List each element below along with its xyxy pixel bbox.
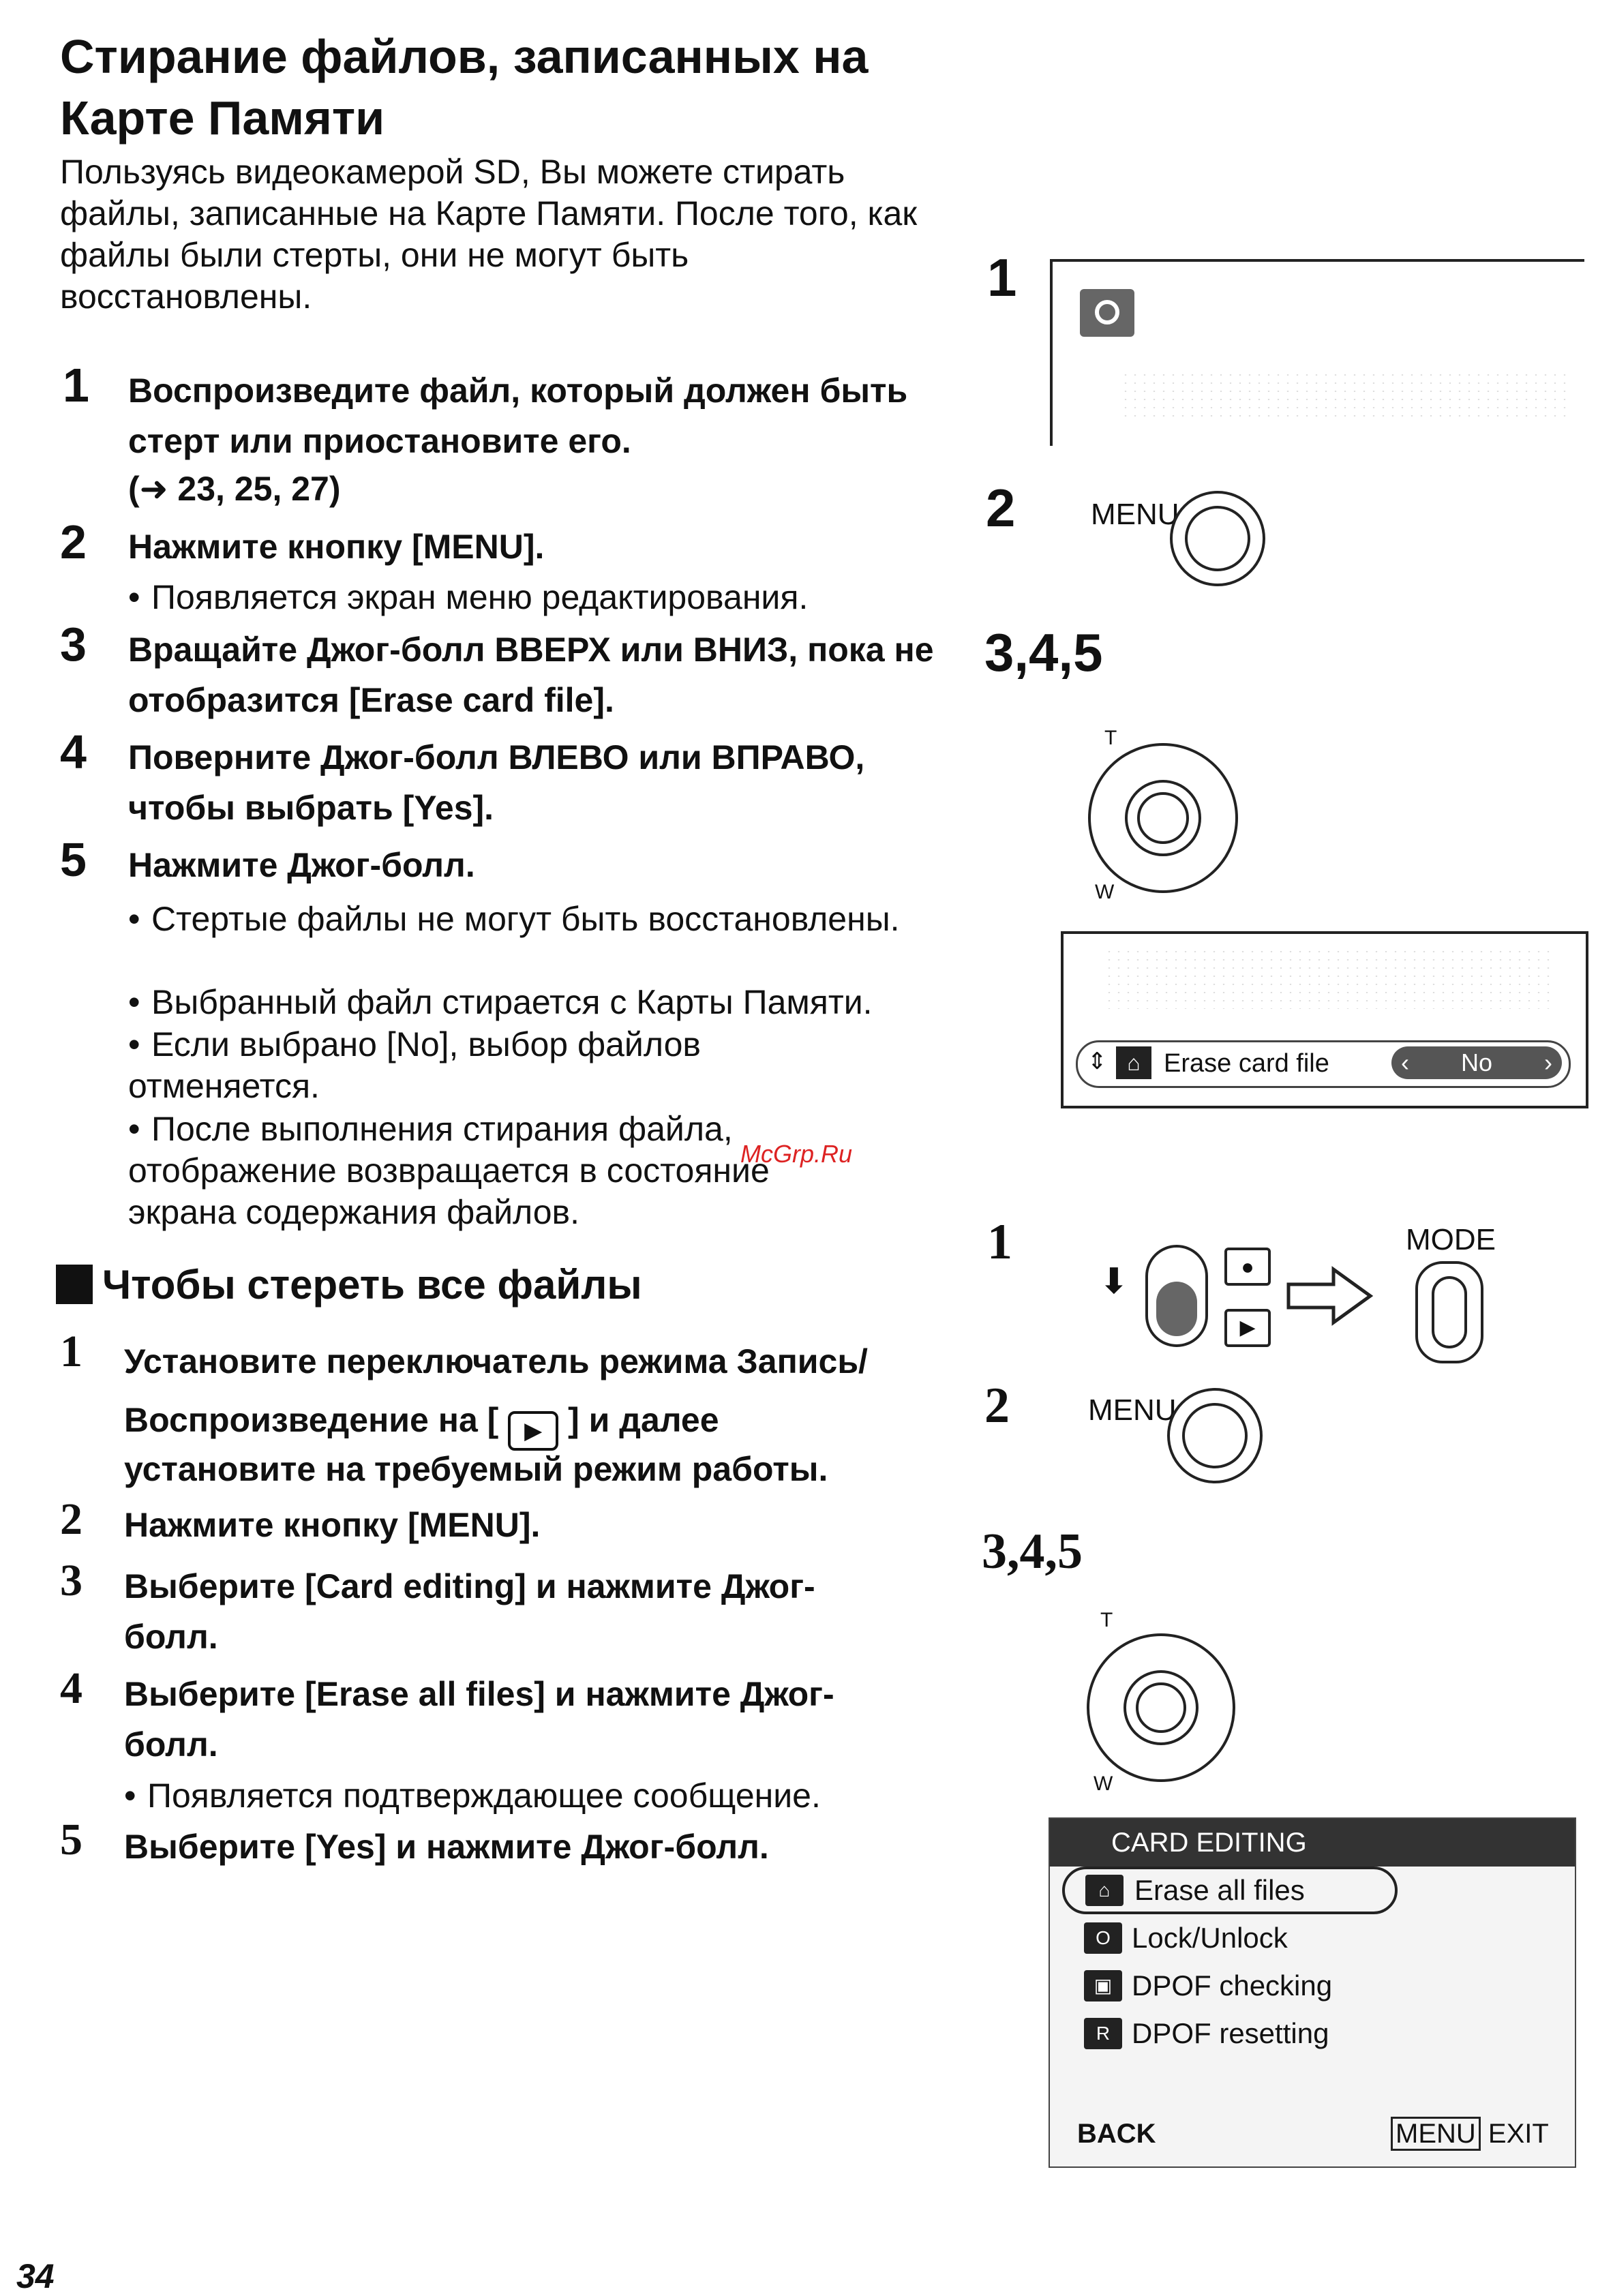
step-number: 4	[60, 725, 87, 779]
page-title: Стирание файлов, записанных на Карте Памяти	[60, 30, 869, 145]
figure-label: 3,4,5	[984, 622, 1103, 682]
erase-screen	[1061, 931, 1588, 1108]
screen-noise	[1104, 948, 1554, 1009]
step-number: 5	[60, 833, 87, 886]
erase-card-file-label: Erase card file	[1164, 1049, 1329, 1078]
menu-item-lock-unlock[interactable]: O Lock/Unlock	[1050, 1914, 1575, 1962]
step-number: 2	[60, 515, 87, 569]
menu-button-label: MENU	[1091, 498, 1179, 531]
arrow-right-icon	[1286, 1265, 1374, 1327]
playback-screen	[1050, 259, 1584, 446]
jog-ball[interactable]	[1087, 1633, 1235, 1782]
page-number: 34	[16, 2257, 55, 2295]
zoom-t-label: T	[1100, 1609, 1113, 1631]
intro-paragraph: Пользуясь видеокамерой SD, Вы можете стирать файлы, записанные на Карте Памяти. После того, как файлы были стерты, они не могут быть восстановлены.	[60, 153, 918, 316]
step-text: Нажмите Джог-болл.	[128, 846, 475, 884]
down-arrow-icon: ⬇	[1099, 1262, 1129, 1301]
menu-item-erase-all[interactable]: ⌂ Erase all files	[1062, 1867, 1398, 1914]
card-editing-header: CARD EDITING	[1050, 1819, 1575, 1867]
menu-button[interactable]	[1167, 1388, 1263, 1483]
watermark: McGrp.Ru	[740, 1140, 853, 1168]
screen-noise	[1121, 371, 1571, 419]
menu-exit-button[interactable]	[1391, 2119, 1549, 2149]
step-number: 1	[60, 1327, 82, 1376]
figure-label: 3,4,5	[982, 1524, 1083, 1580]
menu-button-label: MENU	[1088, 1393, 1177, 1427]
step-ref: (➜ 23, 25, 27)	[128, 470, 341, 508]
camera-icon	[1080, 289, 1134, 337]
step-number: 5	[60, 1815, 82, 1864]
back-button[interactable]: BACK	[1077, 2119, 1156, 2149]
figure-label: 2	[986, 478, 1016, 538]
step-number: 4	[60, 1663, 82, 1713]
exit-label: EXIT	[1488, 2119, 1549, 2149]
card-editing-menu	[1049, 1817, 1576, 2168]
figure-label: 1	[987, 1214, 1012, 1270]
menu-item-dpof-resetting[interactable]: R DPOF resetting	[1050, 2010, 1575, 2057]
menu-key: MENU	[1391, 2117, 1481, 2151]
step-number: 3	[60, 1556, 82, 1605]
trash-icon: ⌂	[1116, 1046, 1151, 1079]
step-text: Воспроизведите файл, который должен быть стерт или приостановите его.	[128, 372, 908, 460]
zoom-w-label: W	[1094, 1772, 1113, 1795]
step-text: Поверните Джог-болл ВЛЕВО или ВПРАВО, чтобы выбрать [Yes].	[128, 738, 865, 827]
step-text: установите на требуемый режим работы.	[124, 1450, 828, 1488]
step-bullet: • Появляется подтверждающее сообщение.	[124, 1777, 821, 1815]
step-bullet: • После выполнения стирания файла, отображение возвращается в состояние экрана содержания файлов.	[128, 1110, 770, 1231]
erase-row[interactable]	[1076, 1040, 1571, 1088]
right-arrow-icon: ›	[1544, 1048, 1552, 1076]
section-heading: Чтобы стереть все файлы	[56, 1261, 642, 1309]
step-bullet: • Если выбрано [No], выбор файлов отменяется.	[128, 1025, 701, 1105]
dpof-reset-icon: R	[1084, 2018, 1122, 2049]
figure-label: 1	[987, 247, 1017, 307]
step-text: Вращайте Джог-болл ВВЕРХ или ВНИЗ, пока не отобразится [Erase card file].	[128, 631, 934, 719]
step-bullet: • Стертые файлы не могут быть восстановлены.	[128, 900, 900, 938]
step-bullet: • Появляется экран меню редактирования.	[128, 578, 809, 616]
step-text: Воспроизведение на [ ▶ ] и далее	[124, 1395, 969, 1451]
jog-ball[interactable]	[1088, 743, 1238, 893]
mode-button[interactable]	[1415, 1261, 1483, 1363]
step-number: 1	[63, 359, 89, 412]
left-arrow-icon: ‹	[1401, 1048, 1409, 1076]
step-number: 2	[60, 1494, 82, 1544]
key-icon: O	[1084, 1922, 1122, 1954]
step-text: Нажмите кнопку [MENU].	[128, 528, 545, 566]
yes-no-selector[interactable]	[1391, 1046, 1562, 1079]
step-text: Нажмите кнопку [MENU].	[124, 1506, 541, 1544]
no-option: No	[1460, 1048, 1493, 1076]
figure-label: 2	[984, 1378, 1010, 1434]
play-icon: ▶	[508, 1411, 558, 1451]
play-icon: ▶	[1224, 1309, 1271, 1347]
zoom-w-label: W	[1095, 881, 1115, 903]
updown-icon: ⇕	[1087, 1048, 1107, 1074]
step-text: Установите переключатель режима Запись/	[124, 1342, 868, 1380]
step-bullet: • Выбранный файл стирается с Карты Памяти.	[128, 983, 873, 1021]
section-marker	[56, 1265, 93, 1304]
record-icon: ●	[1224, 1248, 1271, 1286]
step-number: 3	[60, 618, 87, 671]
step-text: Выберите [Yes] и нажмите Джог-болл.	[124, 1828, 769, 1866]
dpof-icon: ▣	[1084, 1970, 1122, 2002]
mode-switch[interactable]	[1145, 1245, 1208, 1347]
mode-label: MODE	[1406, 1223, 1496, 1256]
step-text: Выберите [Card editing] и нажмите Джог-болл.	[124, 1567, 815, 1656]
menu-item-dpof-checking[interactable]: ▣ DPOF checking	[1050, 1962, 1575, 2010]
step-text: Выберите [Erase all files] и нажмите Джог-болл.	[124, 1675, 834, 1764]
trash-icon: ⌂	[1085, 1875, 1124, 1906]
menu-button[interactable]	[1170, 491, 1265, 586]
zoom-t-label: T	[1104, 727, 1117, 749]
